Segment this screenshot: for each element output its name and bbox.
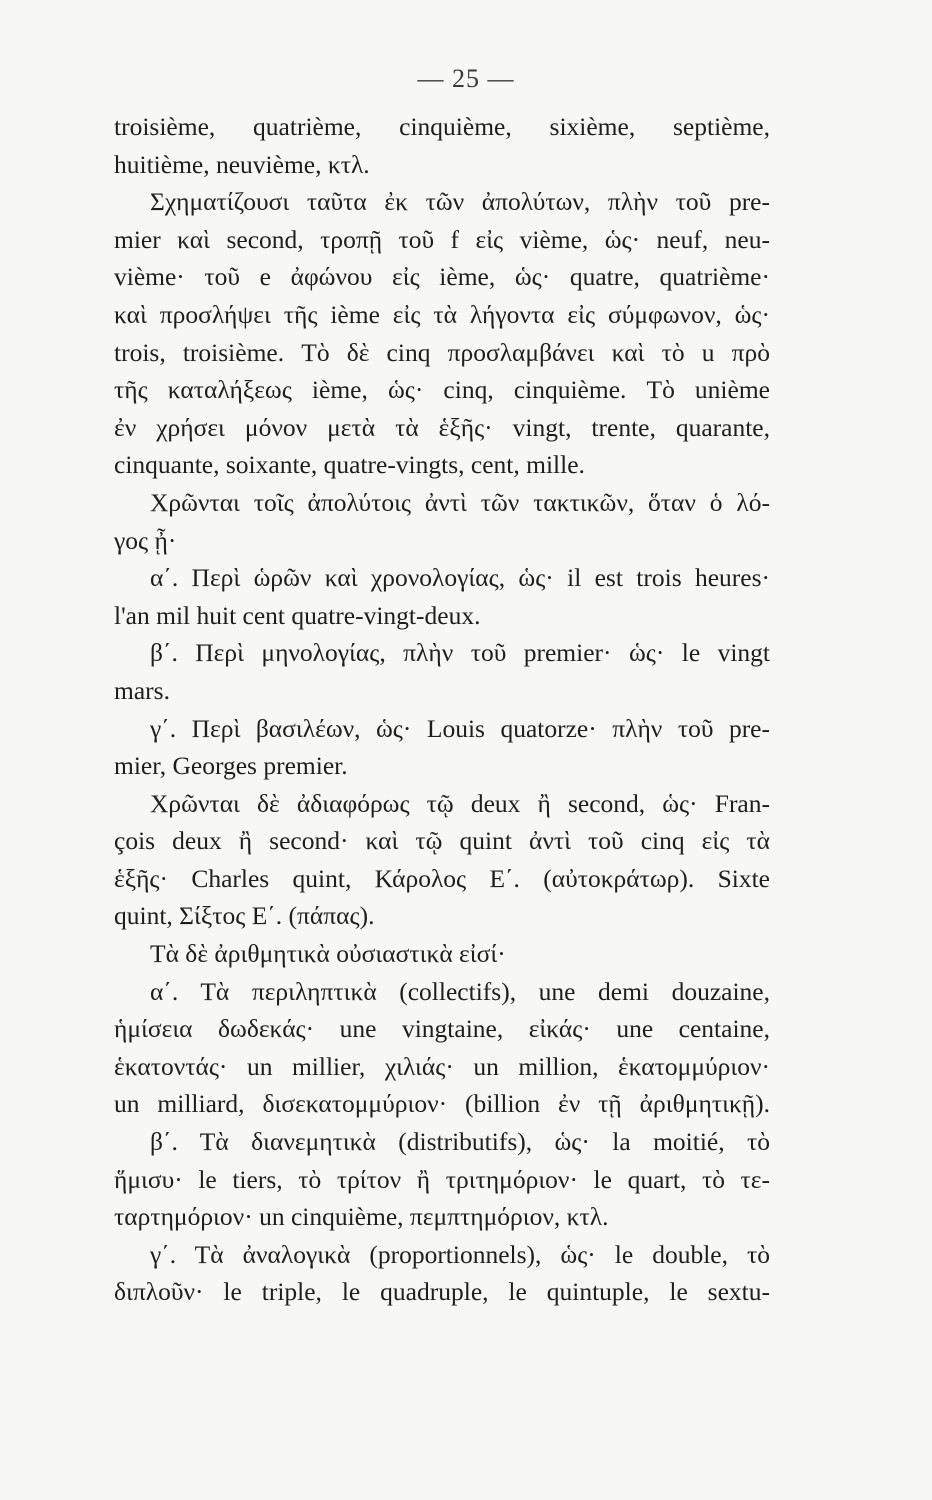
text-line: cinquante, soixante, quatre-vingts, cent, mille. (114, 450, 585, 480)
text-line: ἡμίσεια δωδεκάς· une vingtaine, εἰκάς· une centaine, (114, 1014, 770, 1044)
text-line: huitième, neuvième, κτλ. (114, 149, 370, 179)
text-line: çois deux ἢ second· καὶ τῷ quint ἀντὶ τοῦ cinq εἰς τὰ (114, 826, 770, 856)
text-line: β΄. Τὰ διανεμητικὰ (distributifs), ὡς· la moitié, τὸ (150, 1127, 770, 1157)
page-number: — 25 — (417, 64, 515, 93)
text-line: ἑξῆς· Charles quint, Κάρολος Ε΄. (αὐτοκράτωρ). Sixte (114, 863, 770, 893)
text-line: β΄. Περὶ μηνολογίας, πλὴν τοῦ premier· ὡς· le vingt (150, 638, 770, 668)
text-line: quint, Σίξτος Ε΄. (πάπας). (114, 901, 375, 931)
text-line: ἥμισυ· le tiers, τὸ τρίτον ἢ τριτημόριον· le quart, τὸ τε- (114, 1164, 770, 1194)
text-line: γος ᾖ· (114, 525, 177, 555)
text-line: mier καὶ second, τροπῇ τοῦ f εἰς vième, ὡς· neuf, neu- (114, 224, 770, 254)
text-line: α΄. Τὰ περιληπτικὰ (collectifs), une demi douzaine, (150, 976, 770, 1006)
text-line: Χρῶνται δὲ ἀδιαφόρως τῷ deux ἢ second, ὡς· Fran- (150, 788, 770, 818)
text-line: ἐν χρήσει μόνον μετὰ τὰ ἑξῆς· vingt, trente, quarante, (114, 412, 770, 442)
body-text (114, 108, 770, 1311)
text-line: ταρτημόριον· un cinquième, πεμπτημόριον, κτλ. (114, 1202, 609, 1232)
text-line: un milliard, δισεκατομμύριον· (billion ἐν τῇ ἀριθμητικῇ). (114, 1089, 770, 1119)
text-line: vième· τοῦ e ἀφώνου εἰς ième, ὡς· quatre, quatrième· (114, 262, 770, 292)
text-line: troisième, quatrième, cinquième, sixième, septième, (114, 112, 770, 141)
text-line: καὶ προσλήψει τῆς ième εἰς τὰ λήγοντα εἰς σύμφωνον, ὡς· (114, 299, 770, 329)
text-line: trois, troisième. Τὸ δὲ cinq προσλαμβάνει καὶ τὸ u πρὸ (114, 337, 770, 367)
text-line: τῆς καταλήξεως ième, ὡς· cinq, cinquième. Τὸ unième (114, 375, 770, 405)
text-line: διπλοῦν· le triple, le quadruple, le quintuple, le sextu- (114, 1277, 770, 1307)
text-line: mars. (114, 675, 170, 705)
text-line: Τὰ δὲ ἀριθμητικὰ οὐσιαστικὰ εἰσί· (150, 939, 506, 969)
text-line: Χρῶνται τοῖς ἀπολύτοις ἀντὶ τῶν τακτικῶν, ὅταν ὁ λό- (150, 487, 770, 517)
text-line: l'an mil huit cent quatre-vingt-deux. (114, 600, 481, 630)
text-line: γ΄. Περὶ βασιλέων, ὡς· Louis quatorze· πλὴν τοῦ pre- (150, 713, 770, 743)
text-line: α΄. Περὶ ὡρῶν καὶ χρονολογίας, ὡς· il est trois heures· (150, 563, 770, 593)
text-line: mier, Georges premier. (114, 751, 348, 781)
text-line: γ΄. Τὰ ἀναλογικὰ (proportionnels), ὡς· le double, τὸ (150, 1239, 770, 1269)
text-line: ἑκατοντάς· un millier, χιλιάς· un million, ἑκατομμύριον· (114, 1051, 770, 1081)
text-line: Σχηματίζουσι ταῦτα ἐκ τῶν ἀπολύτων, πλὴν τοῦ pre- (150, 187, 770, 217)
